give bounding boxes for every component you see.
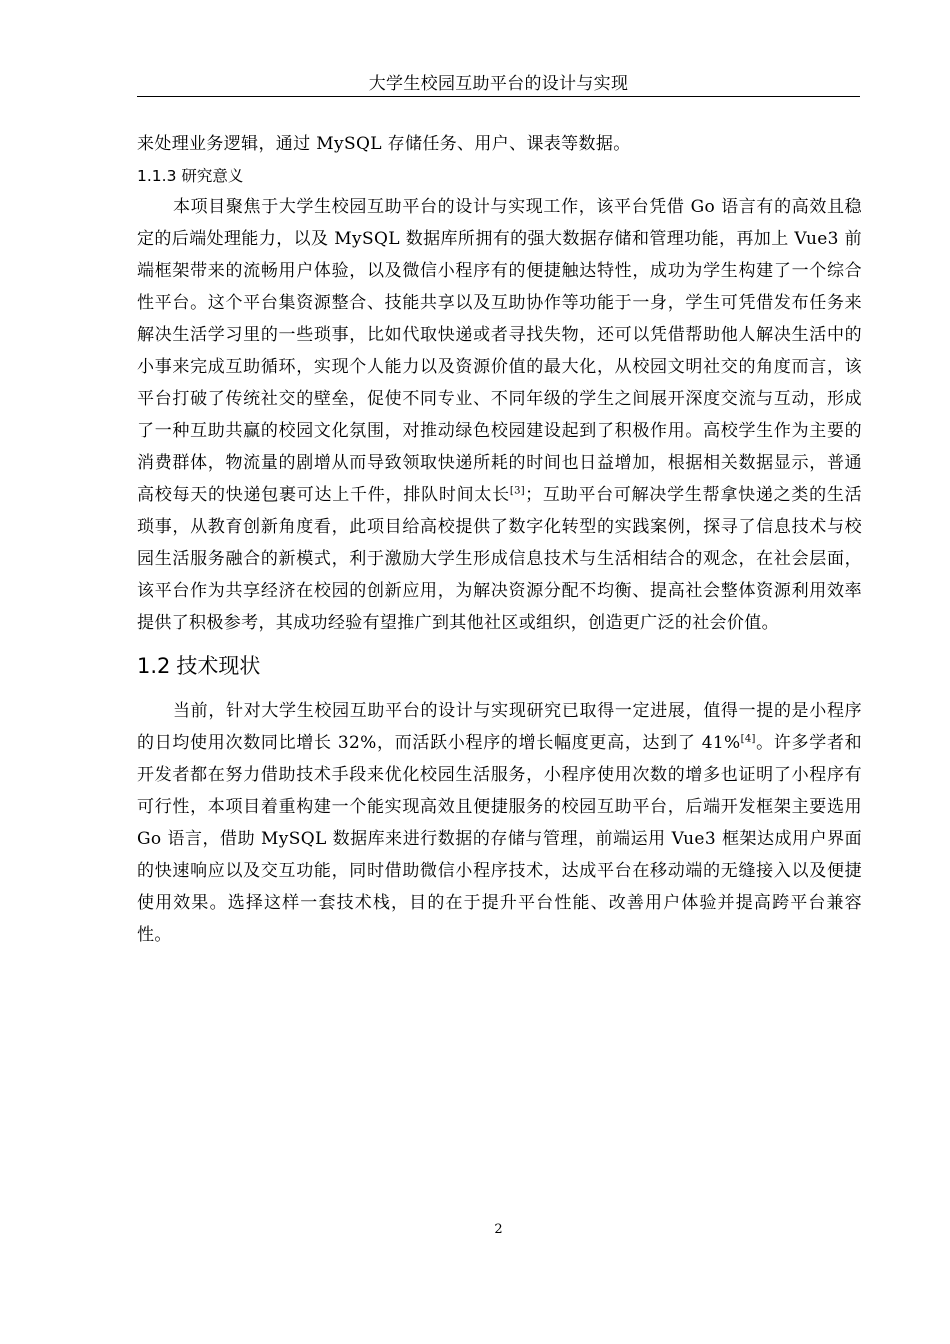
intro-fragment-paragraph: 来处理业务逻辑，通过 MySQL 存储任务、用户、课表等数据。 [137,134,631,154]
citation-4: [4] [740,733,756,745]
section-1-1-3-text-part2: ；互助平台可解决学生帮拿快递之类的生活琐事，从教育创新角度看，此项目给高校提供了数字化转型的实践案例，探寻了信息技术与校园生活服务融合的新模式，利于激励大学生形成信息技术与生活相结合的观念，在社会层面，该平台作为共享经济在校园的创新应用，为解决资源分配不均衡、提高社会整体资源利用效率提供了积极参考，其成功经验有望推广到其他社区或组织，创造更广泛的社会价值。 [137,485,862,633]
section-1-2-text-part2: 。许多学者和开发者都在努力借助技术手段来优化校园生活服务，小程序使用次数的增多也证明了小程序有可行性，本项目着重构建一个能实现高效且便捷服务的校园互助平台，后端开发框架主要选用 Go 语言，借助 MySQL 数据库来进行数据的存储与管理，前端运用 Vue3 框架达成用户界面的快速响应以及交互功能，同时借助微信小程序技术，达成平台在移动端的无缝接入以及便捷使用效果。选择这样一套技术栈，目的在于提升平台性能、改善用户体验并提高跨平台兼容性。 [137,733,863,945]
section-1-2-text-part1: 当前，针对大学生校园互助平台的设计与实现研究已取得一定进展，值得一提的是小程序的日均使用次数同比增长 32%，而活跃小程序的增长幅度更高，达到了 41% [137,701,862,753]
section-1-1-3-heading: 1.1.3 研究意义 [137,167,244,185]
section-1-2-title: 技术现状 [176,654,261,678]
page-number: 2 [494,1222,503,1237]
section-1-1-3-paragraph [137,191,862,639]
page-header-title: 大学生校园互助平台的设计与实现 [368,74,629,94]
section-1-2-paragraph [137,695,862,951]
citation-3: [3] [509,485,526,497]
section-1-2-heading [137,649,862,683]
section-1-1-3-text-part1: 本项目聚焦于大学生校园互助平台的设计与实现工作，该平台凭借 Go 语言有的高效且稳定的后端处理能力，以及 MySQL 数据库所拥有的强大数据存储和管理功能，再加上 Vue3 前端框架带来的流畅用户体验，以及微信小程序有的便捷触达特性，成功为学生构建了一个综合性平台。这个平台集资源整合、技能共享以及互助协作等功能于一身，学生可凭借发布任务来解决生活学习里的一些琐事，比如代取快递或者寻找失物，还可以凭借帮助他人解决生活中的小事来完成互助循环，实现个人能力以及资源价值的最大化，从校园文明社交的角度而言，该平台打破了传统社交的壁垒，促使不同专业、不同年级的学生之间展开深度交流与互动，形成了一种互助共赢的校园文化氛围，对推动绿色校园建设起到了积极作用。高校学生作为主要的消费群体，物流量的剧增从而导致领取快递所耗的时间也日益增加，根据相关数据显示，普通高校每天的快递包裹可达上千件，排队时间太长 [137,197,862,505]
document-body [137,128,862,951]
section-1-2-number: 1.2 [137,654,171,678]
header-rule [137,96,860,97]
